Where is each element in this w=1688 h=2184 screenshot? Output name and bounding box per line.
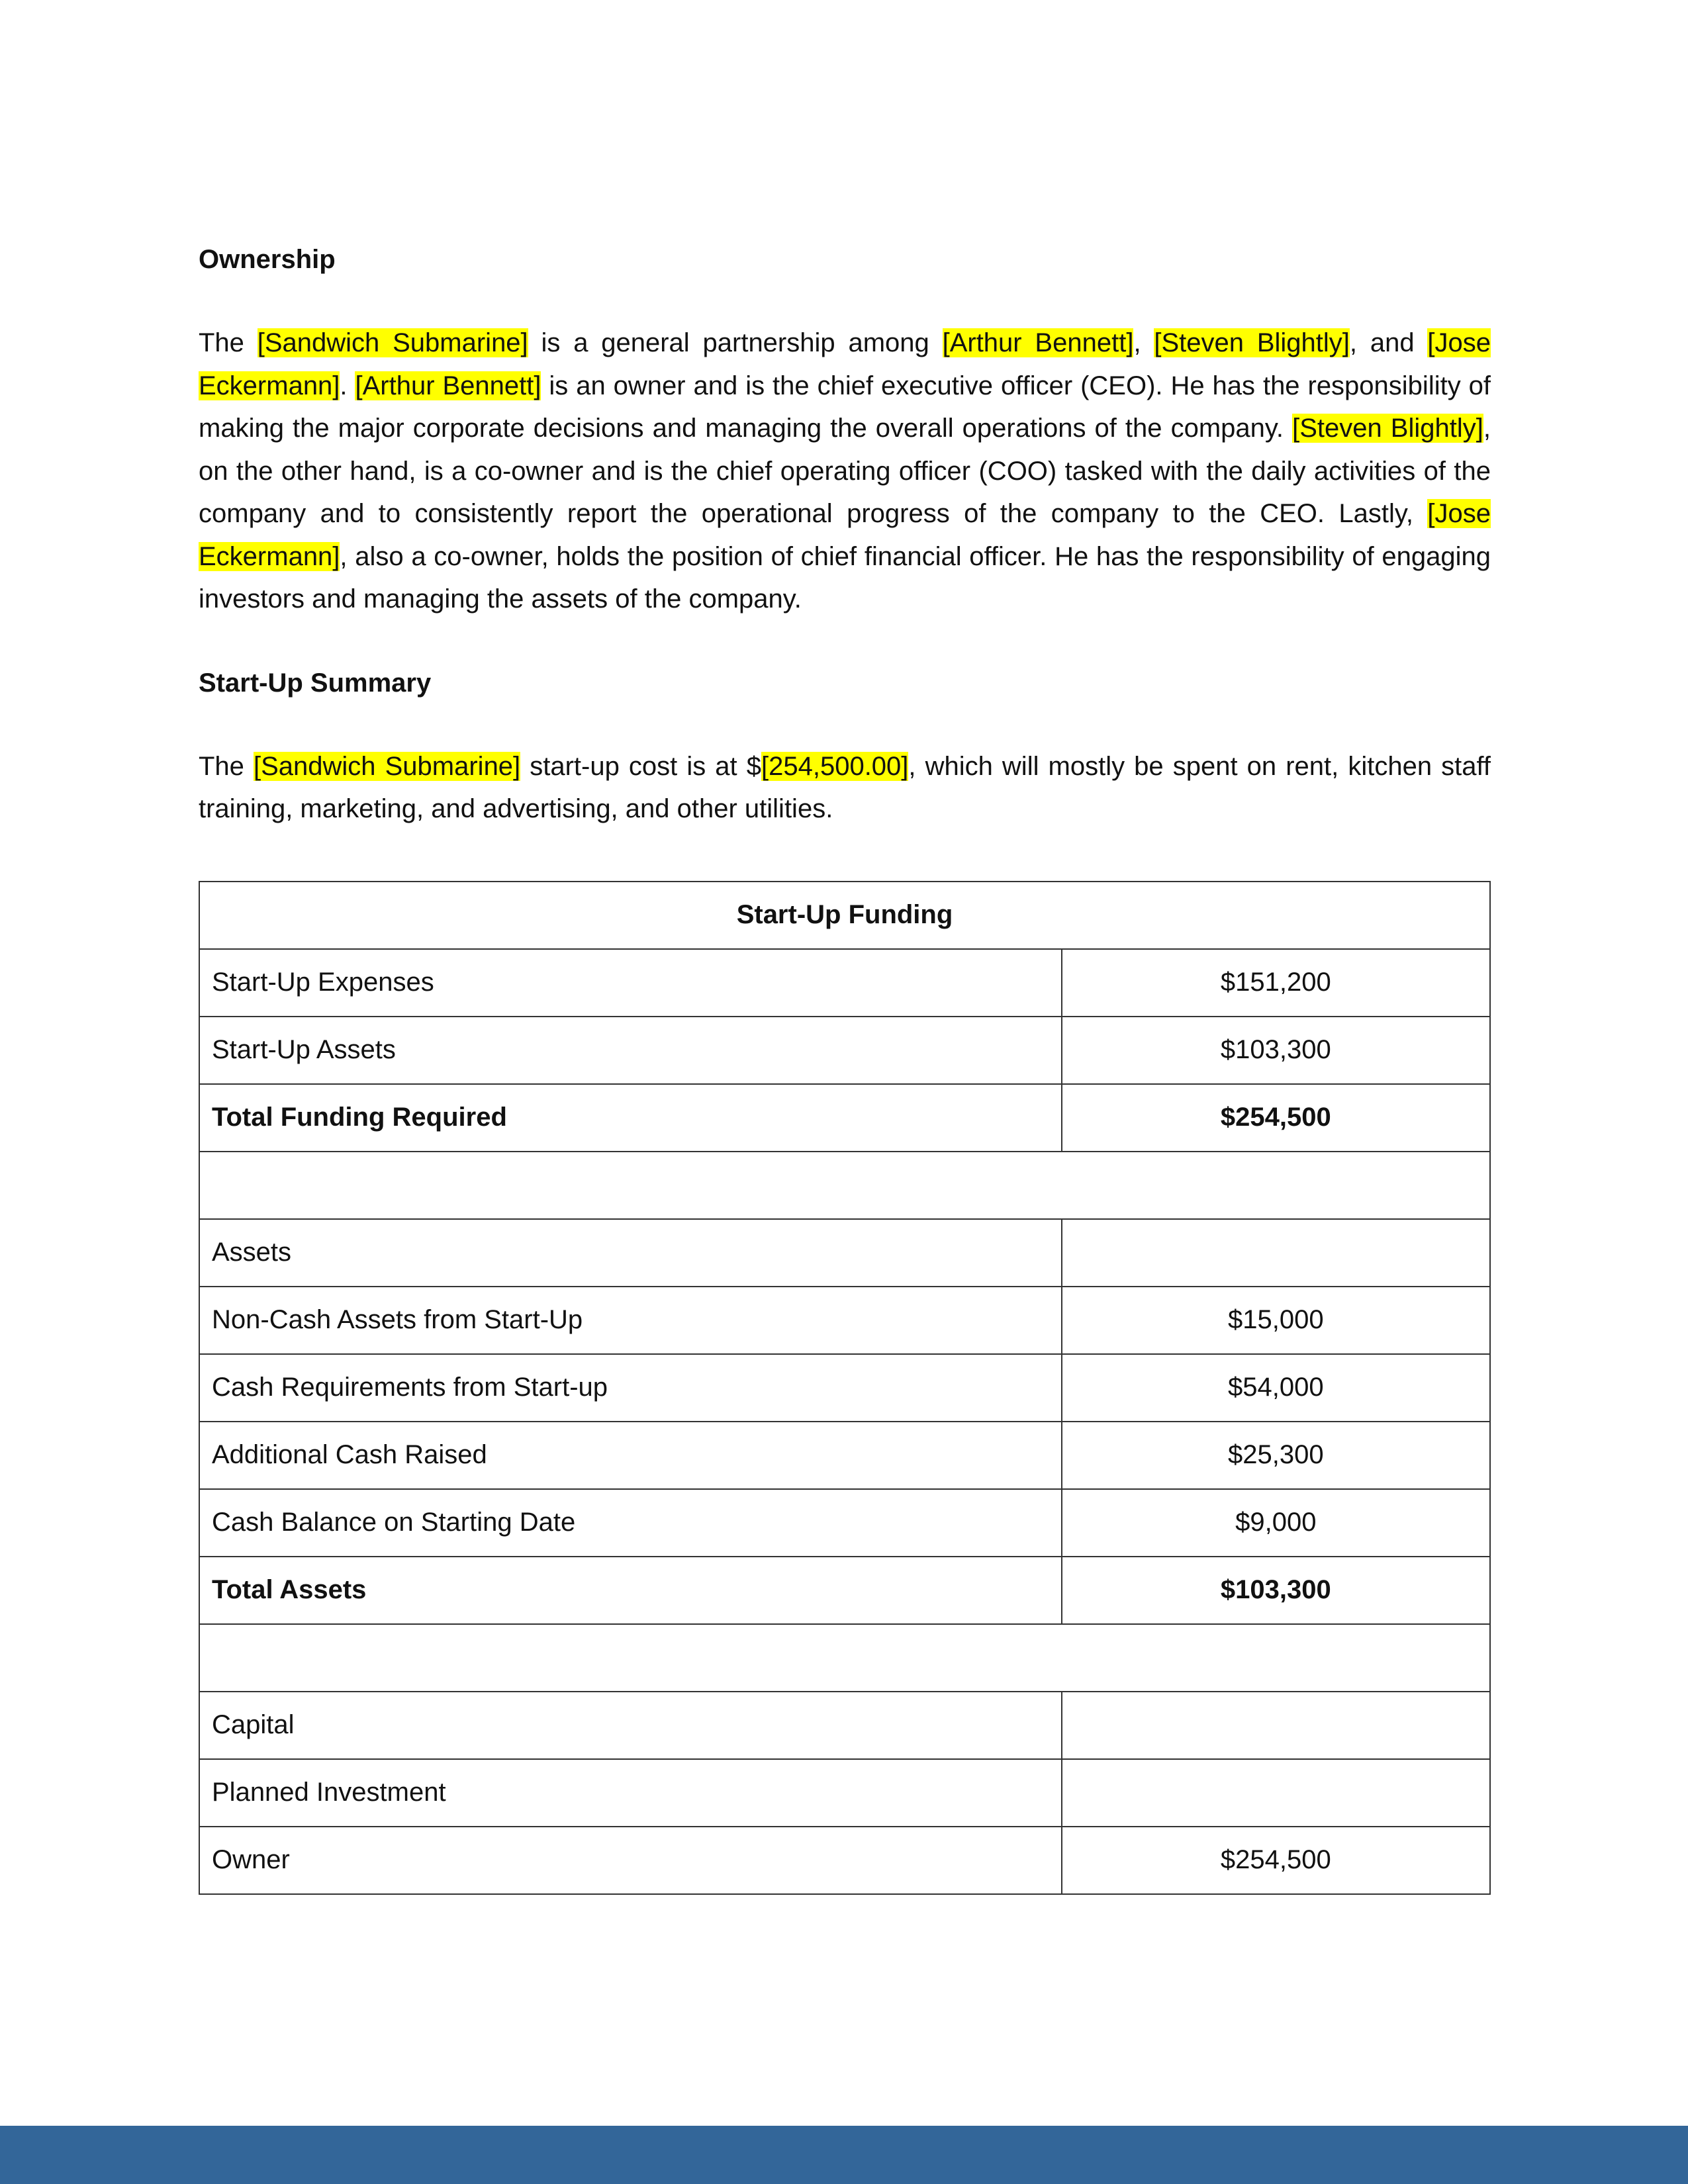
table-title: Start-Up Funding	[199, 882, 1490, 949]
row-value: $254,500	[1062, 1084, 1490, 1152]
row-value: $9,000	[1062, 1489, 1490, 1557]
startup-summary-paragraph	[199, 745, 1491, 831]
text-segment: .	[340, 371, 355, 400]
row-value	[1062, 1692, 1490, 1759]
row-label: Total Funding Required	[199, 1084, 1062, 1152]
row-label: Total Assets	[199, 1557, 1062, 1624]
row-label: Capital	[199, 1692, 1062, 1759]
text-segment: , and	[1349, 328, 1428, 357]
text-segment: , also a co-owner, holds the position of chief financial officer. He has the responsibility of engaging investors and managing the assets of the company.	[199, 541, 1491, 614]
spacer-cell	[199, 1152, 1490, 1219]
text-segment: start-up cost is at $	[520, 751, 761, 781]
table-spacer-row	[199, 1152, 1490, 1219]
text-segment: The	[199, 328, 258, 357]
ownership-paragraph	[199, 322, 1491, 621]
table-row	[199, 1827, 1490, 1894]
table-row	[199, 1017, 1490, 1084]
highlighted-placeholder: [Jose Eckermann]	[199, 499, 1491, 571]
footer-bar	[0, 2126, 1688, 2184]
row-label: Cash Requirements from Start-up	[199, 1354, 1062, 1422]
row-value: $54,000	[1062, 1354, 1490, 1422]
highlighted-placeholder: [Jose Eckermann]	[199, 328, 1491, 400]
startup-summary-heading: Start-Up Summary	[199, 668, 432, 698]
table-row	[199, 1489, 1490, 1557]
table-spacer-row	[199, 1624, 1490, 1692]
highlighted-placeholder: [Arthur Bennett]	[355, 371, 541, 400]
row-label: Additional Cash Raised	[199, 1422, 1062, 1489]
table-row	[199, 1287, 1490, 1354]
text-segment: is a general partnership among	[528, 328, 943, 357]
document-page	[199, 238, 1491, 1895]
highlighted-placeholder: [Sandwich Submarine]	[254, 751, 521, 781]
startup-funding-table	[199, 881, 1491, 1895]
table-row	[199, 1422, 1490, 1489]
table-header-row	[199, 882, 1490, 949]
row-value: $15,000	[1062, 1287, 1490, 1354]
table-row	[199, 1354, 1490, 1422]
text-segment: is an owner and is the chief executive officer (CEO). He has the responsibility of making the major corporate decisions and managing the overall operations of the company.	[199, 371, 1491, 443]
table-row	[199, 949, 1490, 1017]
row-value: $151,200	[1062, 949, 1490, 1017]
row-value: $103,300	[1062, 1017, 1490, 1084]
row-label: Non-Cash Assets from Start-Up	[199, 1287, 1062, 1354]
row-label: Planned Investment	[199, 1759, 1062, 1827]
row-value: $103,300	[1062, 1557, 1490, 1624]
text-segment: , which will mostly be spent on rent, kitchen staff training, marketing, and advertising, and other utilities.	[199, 751, 1491, 823]
highlighted-placeholder: [Sandwich Submarine]	[257, 328, 528, 357]
highlighted-placeholder: [254,500.00]	[761, 751, 909, 781]
text-segment: ,	[1133, 328, 1154, 357]
row-label: Start-Up Assets	[199, 1017, 1062, 1084]
row-value: $25,300	[1062, 1422, 1490, 1489]
row-value: $254,500	[1062, 1827, 1490, 1894]
highlighted-placeholder: [Steven Blightly]	[1154, 328, 1350, 357]
ownership-heading: Ownership	[199, 245, 336, 274]
table-row	[199, 1759, 1490, 1827]
row-label: Start-Up Expenses	[199, 949, 1062, 1017]
highlighted-placeholder: [Steven Blightly]	[1292, 414, 1483, 443]
row-label: Owner	[199, 1827, 1062, 1894]
row-label: Cash Balance on Starting Date	[199, 1489, 1062, 1557]
row-value	[1062, 1219, 1490, 1287]
row-label: Assets	[199, 1219, 1062, 1287]
highlighted-placeholder: [Arthur Bennett]	[942, 328, 1134, 357]
text-segment: , on the other hand, is a co-owner and is the chief operating officer (COO) tasked with the daily activities of the company and to consistently report the operational progress of the company to the CEO. Lastly,	[199, 414, 1491, 528]
table-row-total	[199, 1557, 1490, 1624]
table-row-total	[199, 1084, 1490, 1152]
spacer-cell	[199, 1624, 1490, 1692]
text-segment: The	[199, 751, 254, 781]
table-row	[199, 1219, 1490, 1287]
row-value	[1062, 1759, 1490, 1827]
table-row	[199, 1692, 1490, 1759]
